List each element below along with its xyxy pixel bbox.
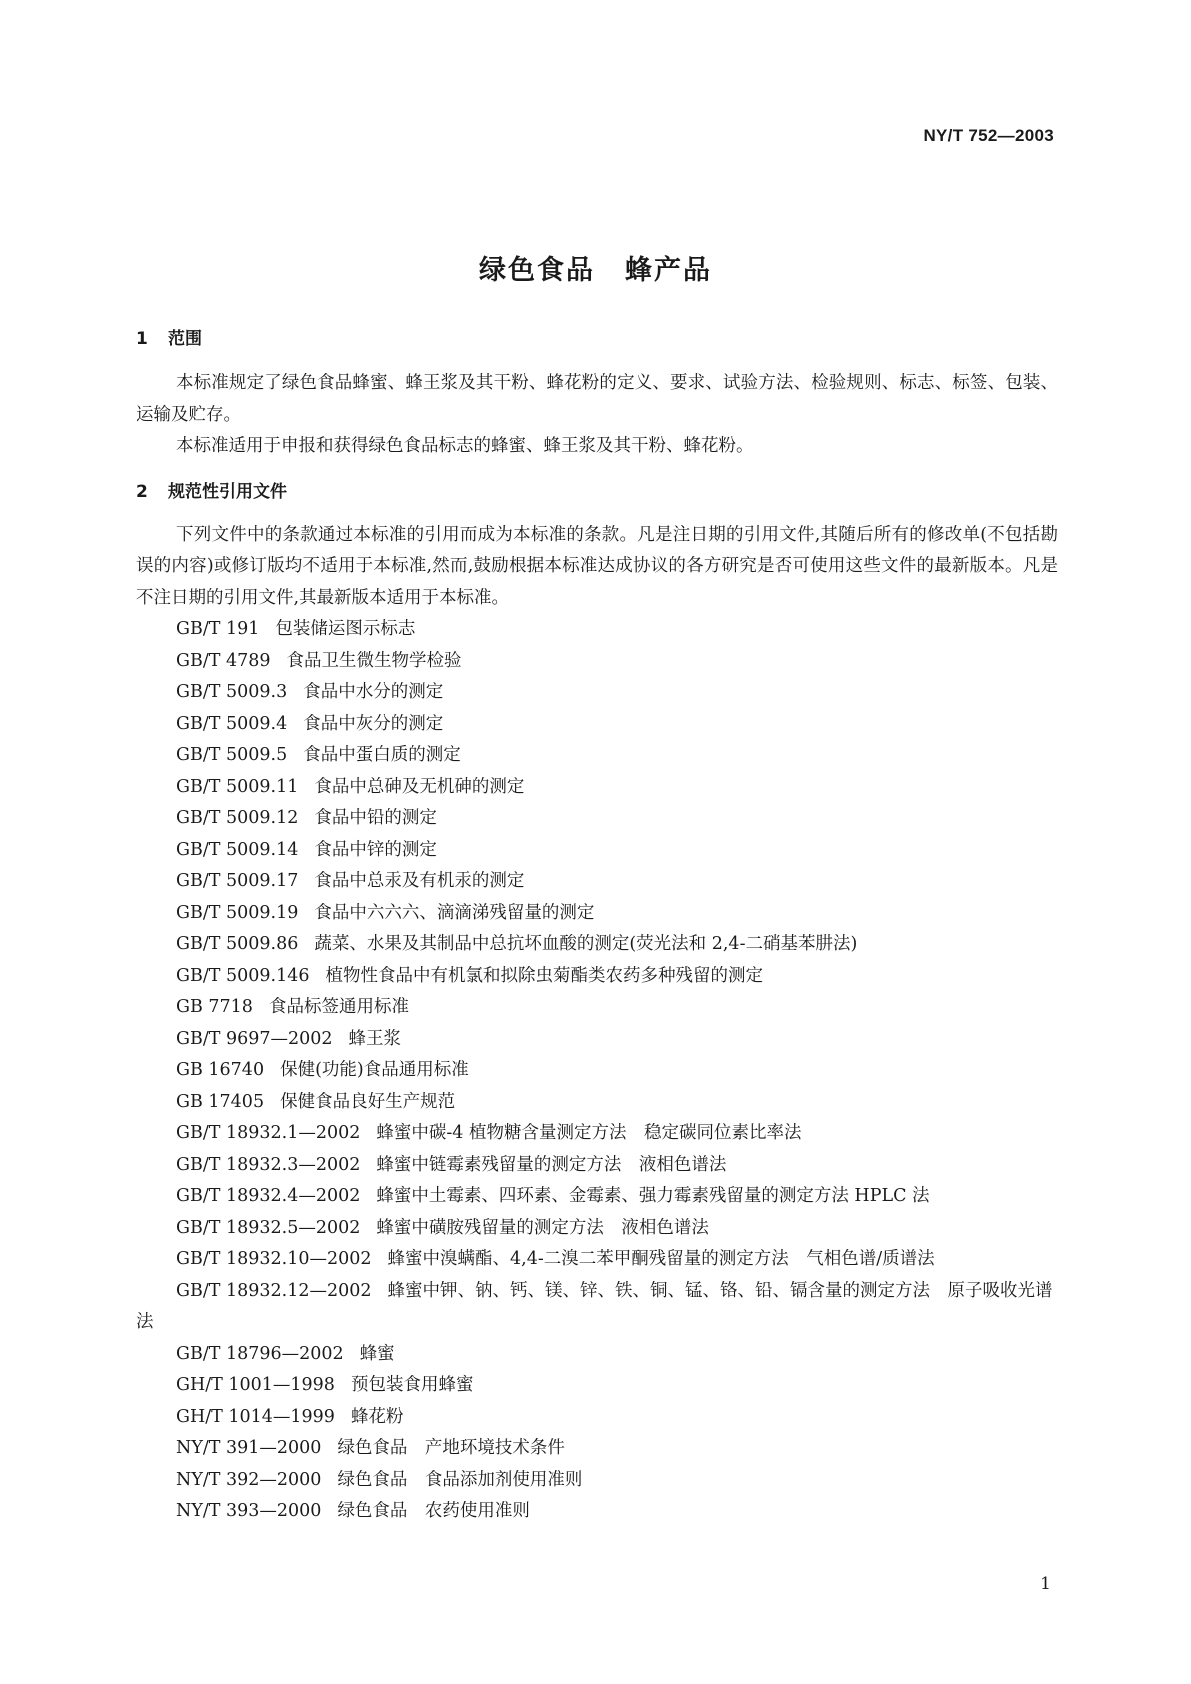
reference-title: 预包装食用蜂蜜 [350, 1375, 474, 1395]
reference-code: GB/T 4789 [176, 650, 271, 671]
reference-code: GB/T 5009.3 [176, 682, 288, 702]
reference-title: 食品中总砷及无机砷的测定 [314, 776, 525, 797]
document-title [0, 248, 1191, 287]
reference-code: GB/T 18932.4—2002 [176, 1186, 361, 1206]
reference-code: GB/T 18932.1—2002 [176, 1123, 361, 1143]
reference-title: 蜂蜜中土霉素、四环素、金霉素、强力霉素残留量的测定方法 HPLC 法 [376, 1186, 930, 1206]
reference-title: 蜂王浆 [348, 1028, 402, 1049]
reference-code: GB/T 5009.12 [176, 808, 299, 828]
reference-item [136, 740, 1058, 772]
reference-code: GB/T 5009.146 [176, 965, 310, 986]
section-1-heading [136, 324, 1058, 355]
reference-item [136, 1370, 1058, 1402]
reference-item [136, 1118, 1058, 1150]
section-2-heading [136, 477, 1058, 508]
reference-item [136, 1496, 1058, 1528]
reference-item [136, 1055, 1058, 1087]
section-1-title: 范围 [168, 329, 202, 349]
section-1-number: 1 [136, 329, 148, 349]
title-part-2: 蜂产品 [625, 255, 712, 287]
reference-item [136, 1402, 1058, 1434]
normative-reference-list [136, 614, 1058, 1528]
reference-title: 食品中锌的测定 [314, 839, 437, 860]
reference-code: GB/T 5009.4 [176, 713, 288, 734]
reference-title: 包装储运图示标志 [275, 619, 416, 639]
page-number: 1 [1040, 1574, 1051, 1594]
reference-item [136, 1339, 1058, 1371]
reference-title: 保健食品良好生产规范 [280, 1091, 456, 1112]
document-body [136, 324, 1058, 1528]
reference-code: GB/T 5009.19 [176, 902, 299, 923]
reference-title: 保健(功能)食品通用标准 [280, 1060, 469, 1080]
reference-item [136, 898, 1058, 930]
reference-item [136, 929, 1058, 961]
standard-code: NY/T 752—2003 [923, 126, 1054, 145]
reference-code: NY/T 391—2000 [176, 1438, 322, 1458]
reference-item [136, 803, 1058, 835]
reference-code: GB/T 18932.5—2002 [176, 1217, 361, 1238]
reference-code: GB/T 9697—2002 [176, 1028, 333, 1049]
reference-title: 食品中灰分的测定 [303, 713, 444, 734]
reference-item [136, 1087, 1058, 1119]
reference-code: GB/T 5009.5 [176, 745, 288, 765]
title-part-1: 绿色食品 [479, 255, 595, 287]
reference-item [136, 835, 1058, 867]
reference-code: GB/T 18796—2002 [176, 1343, 344, 1364]
reference-title: 食品中总汞及有机汞的测定 [314, 871, 525, 891]
reference-item [136, 677, 1058, 709]
reference-title: 食品中六六六、滴滴涕残留量的测定 [314, 902, 595, 923]
section-2-number: 2 [136, 481, 148, 502]
reference-item [136, 646, 1058, 678]
reference-item [136, 772, 1058, 804]
reference-title: 蜂蜜中钾、钠、钙、镁、锌、铁、铜、锰、铬、铅、镉含量的测定方法 原子吸收光谱法 [136, 1280, 1053, 1332]
reference-code: GB/T 5009.86 [176, 934, 299, 954]
reference-code: NY/T 392—2000 [176, 1469, 322, 1490]
reference-title: 蜂蜜中链霉素残留量的测定方法 液相色谱法 [376, 1154, 727, 1175]
reference-code: GB/T 18932.10—2002 [176, 1249, 372, 1269]
reference-title: 蔬菜、水果及其制品中总抗坏血酸的测定(荧光法和 2,4-二硝基苯肼法) [314, 934, 858, 954]
reference-item [136, 992, 1058, 1024]
reference-code: GB/T 5009.14 [176, 839, 299, 860]
reference-item [136, 1465, 1058, 1497]
section-1-paragraph-2: 本标准适用于申报和获得绿色食品标志的蜂蜜、蜂王浆及其干粉、蜂花粉。 [176, 436, 754, 456]
reference-title: 蜂花粉 [350, 1406, 404, 1427]
reference-item [136, 1213, 1058, 1245]
reference-title: 食品中水分的测定 [303, 682, 444, 702]
reference-code: NY/T 393—2000 [176, 1501, 322, 1521]
reference-title: 蜂蜜中碳-4 植物糖含量测定方法 稳定碳同位素比率法 [376, 1123, 802, 1143]
section-2-paragraph-1: 下列文件中的条款通过本标准的引用而成为本标准的条款。凡是注日期的引用文件,其随后所有的修改单(不包括勘误的内容)或修订版均不适用于本标准,然而,鼓励根据本标准达成协议的各方研究是否可使用这些文件的最新版本。凡是不注日期的引用文件,其最新版本适用于本标准。 [136, 524, 1058, 608]
reference-code: GB/T 191 [176, 619, 260, 639]
reference-item [136, 1433, 1058, 1465]
section-1-paragraph-1: 本标准规定了绿色食品蜂蜜、蜂王浆及其干粉、蜂花粉的定义、要求、试验方法、检验规则、标志、标签、包装、运输及贮存。 [136, 373, 1058, 425]
reference-code: GB 7718 [176, 997, 253, 1017]
reference-item [136, 1276, 1058, 1339]
reference-item [136, 1150, 1058, 1182]
reference-title: 蜂蜜中磺胺残留量的测定方法 液相色谱法 [376, 1217, 709, 1238]
reference-code: GH/T 1001—1998 [176, 1375, 335, 1395]
reference-item [136, 961, 1058, 993]
reference-title: 食品中蛋白质的测定 [303, 745, 461, 765]
reference-title: 蜂蜜 [359, 1343, 395, 1364]
reference-title: 绿色食品 农药使用准则 [337, 1501, 530, 1521]
reference-item [136, 709, 1058, 741]
reference-title: 食品标签通用标准 [268, 997, 409, 1017]
reference-item [136, 1024, 1058, 1056]
reference-code: GB/T 5009.11 [176, 776, 299, 797]
reference-code: GB 16740 [176, 1060, 265, 1080]
reference-title: 蜂蜜中溴螨酯、4,4-二溴二苯甲酮残留量的测定方法 气相色谱/质谱法 [387, 1249, 935, 1269]
reference-item [136, 866, 1058, 898]
reference-code: GB/T 18932.12—2002 [176, 1280, 372, 1301]
reference-code: GH/T 1014—1999 [176, 1406, 335, 1427]
reference-title: 绿色食品 食品添加剂使用准则 [337, 1469, 583, 1490]
reference-title: 绿色食品 产地环境技术条件 [337, 1438, 565, 1458]
reference-title: 植物性食品中有机氯和拟除虫菊酯类农药多种残留的测定 [325, 965, 763, 986]
reference-code: GB/T 18932.3—2002 [176, 1154, 361, 1175]
reference-item [136, 1244, 1058, 1276]
reference-code: GB/T 5009.17 [176, 871, 299, 891]
reference-title: 食品中铅的测定 [314, 808, 437, 828]
reference-code: GB 17405 [176, 1091, 265, 1112]
reference-item [136, 1181, 1058, 1213]
section-2-title: 规范性引用文件 [168, 481, 287, 502]
reference-title: 食品卫生微生物学检验 [286, 650, 462, 671]
reference-item [136, 614, 1058, 646]
